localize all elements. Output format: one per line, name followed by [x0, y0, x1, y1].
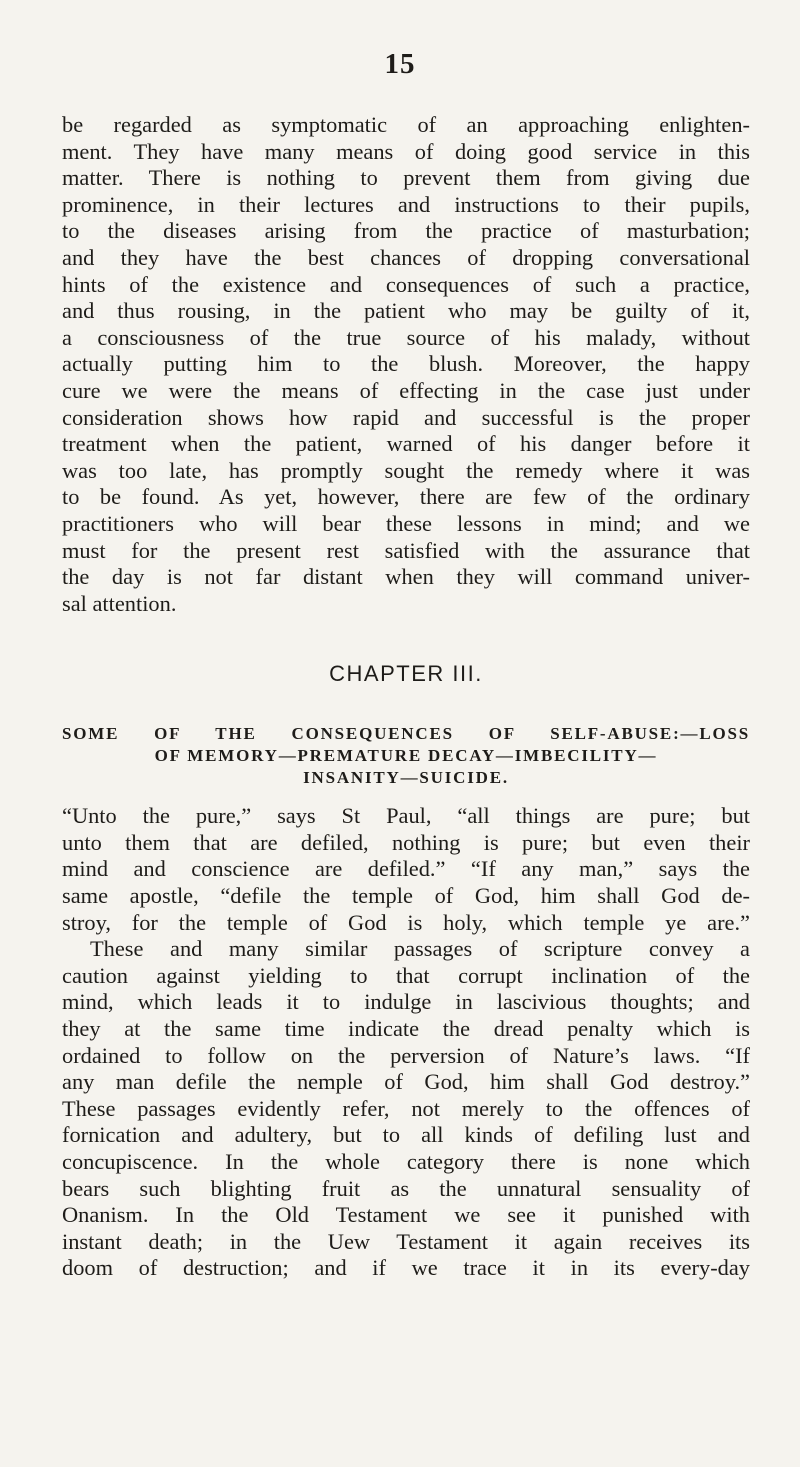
text-line: sal attention. [62, 590, 177, 616]
text-line: “Unto the pure,” says St Paul, “all things are pure; but [62, 803, 750, 829]
text-line: to be found. As yet, however, there are few of the ordinary [62, 484, 750, 510]
text-line: mind and conscience are defiled.” “If any man,” says the [62, 856, 750, 882]
subtitle-line: OF MEMORY—PREMATURE DECAY—IMBECILITY— [154, 746, 658, 766]
text-line: prominence, in their lectures and instructions to their pupils, [62, 191, 750, 217]
text-line: unto them that are defiled, nothing is pure; but even their [62, 829, 750, 855]
text-line: matter. There is nothing to prevent them from giving due [62, 165, 750, 191]
text-line: concupiscence. In the whole category there is none which [62, 1149, 750, 1174]
text-line: treatment when the patient, warned of his danger before it [62, 431, 750, 457]
text-line: be regarded as symptomatic of an approaching enlighten- [62, 112, 750, 137]
subtitle-line: INSANITY—SUICIDE. [303, 768, 509, 788]
text-line: was too late, has promptly sought the remedy where it was [62, 457, 750, 483]
text-line: bears such blighting fruit as the unnatural sensuality of [62, 1175, 750, 1201]
text-line: mind, which leads it to indulge in lascivious thoughts; and [62, 989, 750, 1015]
text-line: ordained to follow on the perversion of Nature’s laws. “If [62, 1042, 750, 1068]
page-number: 15 [384, 48, 416, 80]
text-line: ment. They have many means of doing good service in this [62, 138, 750, 164]
text-line: consideration shows how rapid and successful is the proper [62, 404, 750, 430]
text-line: These and many similar passages of scripture convey a [90, 936, 750, 962]
text-line: stroy, for the temple of God is holy, which temple ye are.” [62, 909, 750, 935]
page-content [62, 112, 750, 1282]
text-line: hints of the existence and consequences of such a practice, [62, 271, 750, 297]
text-line: cure we were the means of effecting in the case just under [62, 377, 750, 403]
text-line: and they have the best chances of dropping conversational [62, 244, 750, 270]
text-line: practitioners who will bear these lessons in mind; and we [62, 510, 750, 536]
text-line: to the diseases arising from the practice of masturbation; [62, 218, 750, 244]
text-line: fornication and adultery, but to all kinds of defiling lust and [62, 1122, 750, 1148]
text-line: Onanism. In the Old Testament we see it punished with [62, 1202, 750, 1228]
text-line: same apostle, “defile the temple of God, him shall God de- [62, 883, 750, 909]
text-line: actually putting him to the blush. Moreover, the happy [62, 351, 750, 377]
paragraph-scripture-quote [62, 803, 750, 936]
paragraph-scripture-discussion [62, 936, 750, 1282]
text-line: and thus rousing, in the patient who may be guilty of it, [62, 298, 750, 324]
text-line: doom of destruction; and if we trace it in its every-day [62, 1255, 750, 1281]
chapter-subtitle [62, 723, 750, 789]
text-line: These passages evidently refer, not merely to the offences of [62, 1095, 750, 1121]
chapter-title: CHAPTER III. [329, 661, 483, 687]
text-line: instant death; in the Uew Testament it again receives its [62, 1228, 750, 1254]
paragraph-enlightenment [62, 112, 750, 617]
subtitle-line: SOME OF THE CONSEQUENCES OF SELF-ABUSE:—LOSS [62, 724, 750, 744]
text-line: they at the same time indicate the dread penalty which is [62, 1016, 750, 1042]
text-line: the day is not far distant when they will command univer- [62, 564, 750, 590]
text-line: must for the present rest satisfied with the assurance that [62, 537, 750, 563]
text-line: caution against yielding to that corrupt inclination of the [62, 962, 750, 988]
text-line: a consciousness of the true source of his malady, without [62, 324, 750, 350]
text-line: any man defile the nemple of God, him shall God destroy.” [62, 1069, 750, 1095]
